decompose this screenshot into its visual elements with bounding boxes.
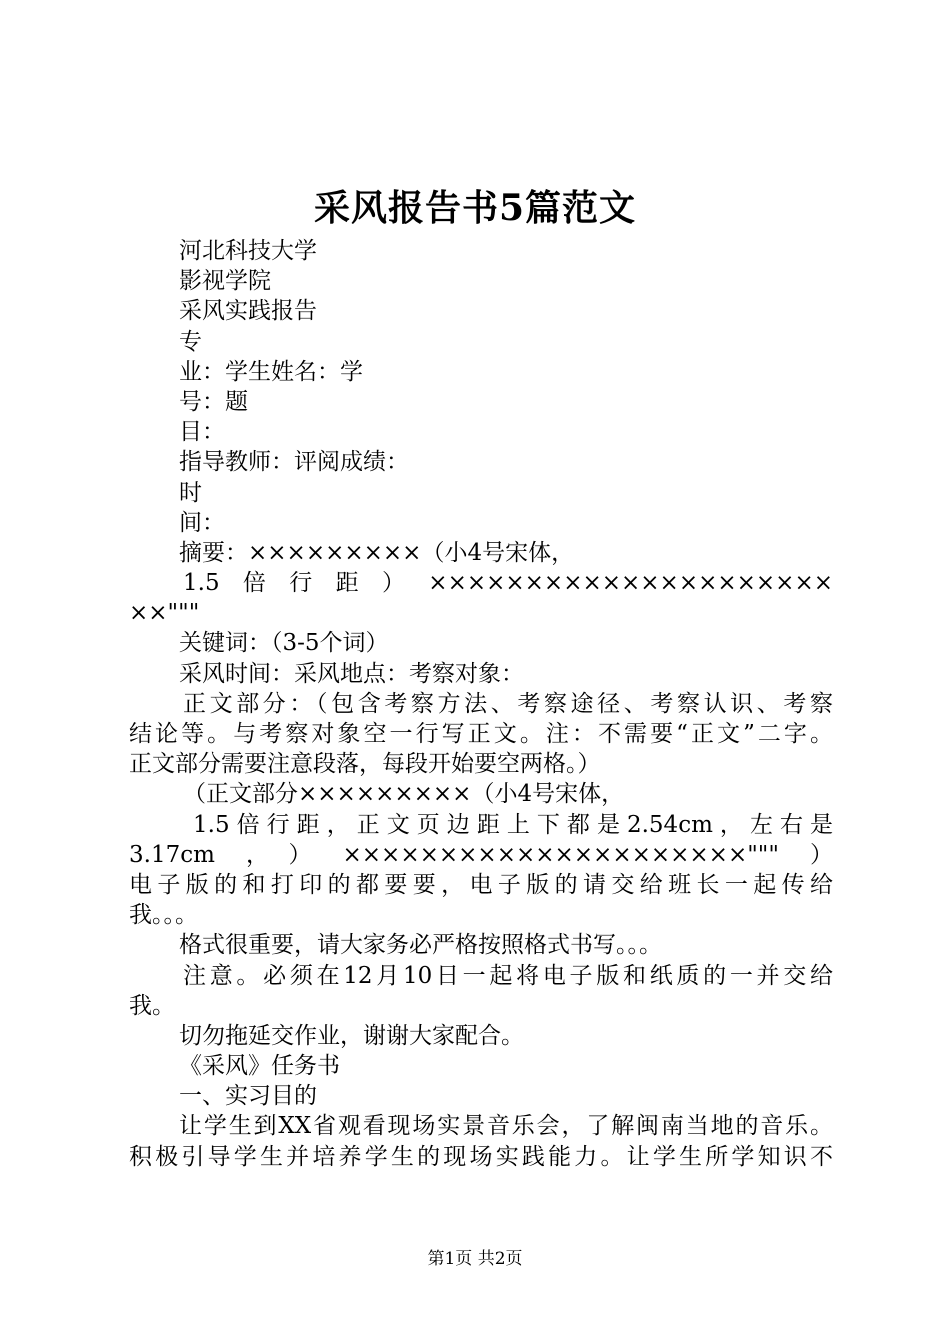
text-line: 影视学院: [179, 268, 271, 295]
text-line: 我。: [129, 992, 175, 1019]
document-title: 采风报告书5篇范文: [313, 187, 637, 229]
text-line: 摘要：×××××××××（小4号宋体，: [179, 539, 575, 566]
text-line: 河北科技大学: [179, 238, 317, 264]
text-line: 3.17cm，）×××××××××××××××××××××"""）: [129, 841, 833, 868]
text-line: 格式很重要，请大家务必严格按照格式书写。。。: [179, 932, 662, 959]
text-line: 积极引导学生并培养学生的现场实践能力。让学生所学知识不: [129, 1143, 833, 1170]
text-line: 正文部分：（包含考察方法、考察途径、考察认识、考察: [183, 690, 833, 717]
text-line: 关键词：（3-5个词）: [179, 630, 389, 657]
text-line: 结论等。与考察对象空一行写正文。注：不需要“正文”二字。: [129, 721, 833, 747]
text-line: 注意。必须在12月10日一起将电子版和纸质的一并交给: [183, 962, 833, 989]
text-line: 正文部分需要注意段落，每段开始要空两格。）: [129, 751, 601, 778]
text-line: （正文部分×××××××××（小4号宋体，: [183, 781, 625, 808]
text-line: 切勿拖延交作业，谢谢大家配合。: [179, 1022, 524, 1049]
text-line: 指导教师：评阅成绩：: [179, 449, 409, 476]
text-line: 我。。。: [129, 902, 198, 929]
text-line: 一、实习目的: [179, 1083, 317, 1110]
text-line: 业：学生姓名：学: [179, 358, 363, 385]
text-line: ××""": [129, 600, 200, 627]
text-line: 采风实践报告: [179, 298, 317, 325]
text-line: 1.5倍行距）×××××××××××××××××××××: [183, 570, 833, 597]
document-body: [129, 236, 833, 1172]
text-line: 间：: [179, 509, 225, 536]
text-line: 采风时间：采风地点：考察对象：: [179, 660, 524, 687]
text-line: 专: [179, 328, 202, 355]
text-line: 号：题: [179, 388, 248, 415]
text-line: 1.5倍行距，正文页边距上下都是2.54cm，左右是: [193, 811, 833, 838]
text-line: 电子版的和打印的都要要，电子版的请交给班长一起传给: [129, 871, 833, 898]
page-footer: 第1页 共2页: [427, 1249, 523, 1269]
text-line: 目：: [179, 419, 225, 446]
text-line: 《采风》任务书: [179, 1053, 340, 1080]
text-line: 时: [179, 479, 202, 506]
text-line: 让学生到XX省观看现场实景音乐会，了解闽南当地的音乐。: [179, 1113, 833, 1140]
